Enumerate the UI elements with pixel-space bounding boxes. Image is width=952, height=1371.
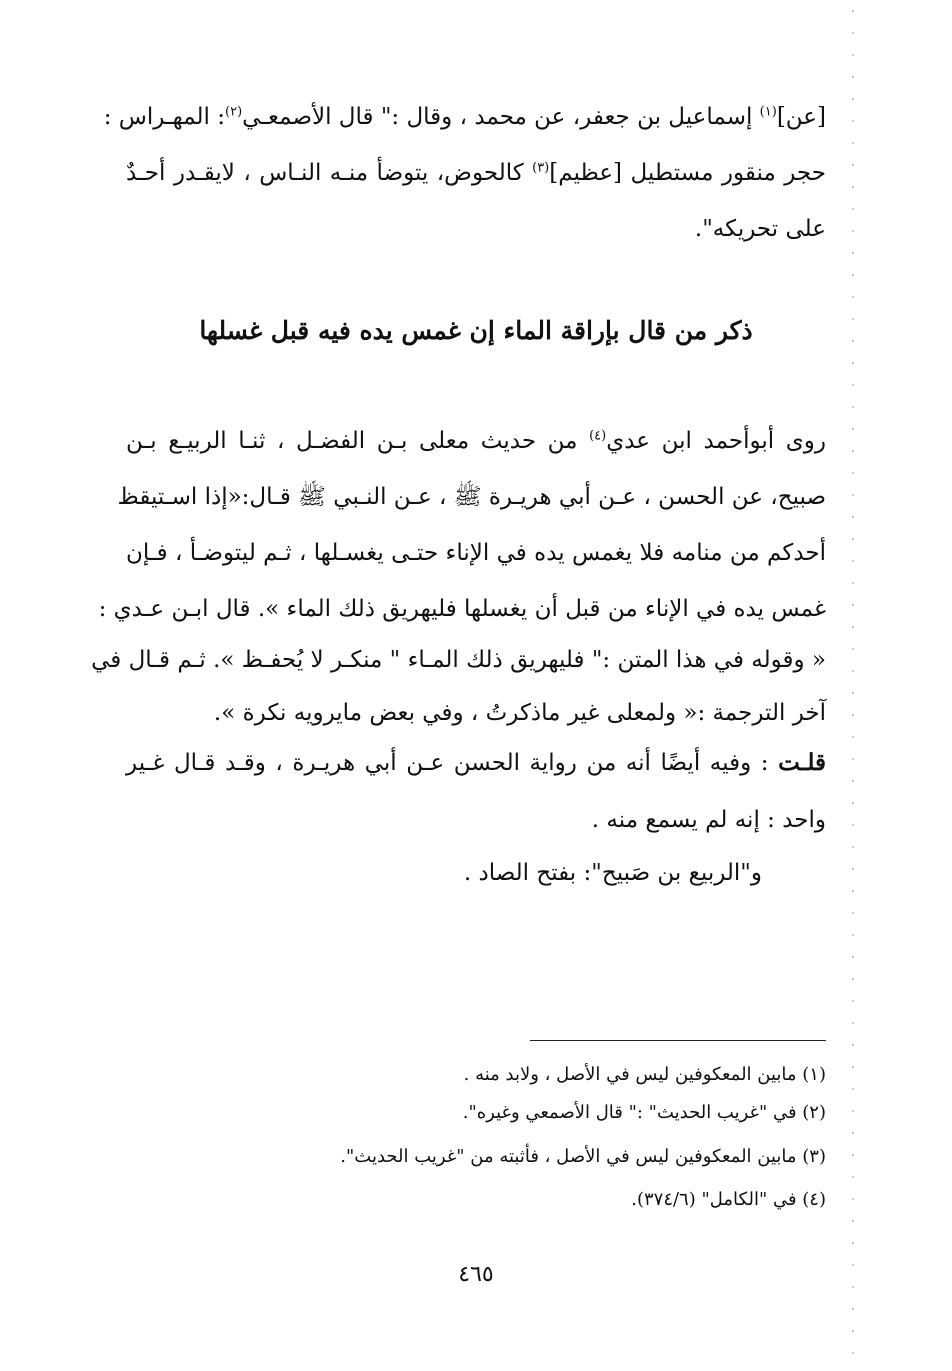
text-segment: [عن] xyxy=(776,104,826,130)
footnote-1: (١) مابين المعكوفين ليس في الأصل ، ولابد منه . xyxy=(463,1064,826,1085)
paragraph2-line2: صبيح، عن الحسن ، عـن أبي هريـرة ﷺ ، عـن النـبي ﷺ قـال:«إذا اسـتيقظ xyxy=(117,484,826,510)
paragraph2-line4: غمس يده في الإناء من قبل أن يغسلها فليهريق ذلك الماء ». قال ابـن عـدي : xyxy=(98,596,826,622)
margin-dotted-line xyxy=(852,0,854,1371)
text-segment: حجر منقور مستطيل [عظيم] xyxy=(549,160,826,186)
footnote-4: (٤) في "الكامل" (٣٧٤/٦). xyxy=(631,1189,826,1210)
paragraph2-line3: أحدكم من منامه فلا يغمس يده في الإناء حتـى يغسـلها ، ثـم ليتوضـأ ، فـإن xyxy=(126,540,826,566)
text-segment: إسماعيل بن جعفر، عن محمد ، وقال :" قال الأصمعـي xyxy=(242,104,760,130)
page-number: ٤٦٥ xyxy=(458,1262,494,1287)
footnote-ref-2[interactable]: (٢) xyxy=(225,104,243,120)
footnote-2: (٢) في "غريب الحديث" :" قال الأصمعي وغيره". xyxy=(462,1102,826,1123)
paragraph1-line3: على تحريكه". xyxy=(694,216,826,242)
section-heading: ذكر من قال بإراقة الماء إن غمس يده فيه قبل غسلها xyxy=(199,316,753,345)
bold-word-qult: قلـت xyxy=(778,749,826,776)
text-segment: من حديث معلى بـن الفضـل ، ثنـا الربيـع بـن xyxy=(126,428,590,454)
paragraph1-line2 xyxy=(126,158,826,188)
text-segment: كالحوض، يتوضأ منـه النـاس ، لايقـدر أحـدٌ xyxy=(126,160,533,186)
paragraph1-line1 xyxy=(103,102,826,132)
footnote-ref-4[interactable]: (٤) xyxy=(589,428,607,444)
footnote-3: (٣) مابين المعكوفين ليس في الأصل ، فأثبته من "غريب الحديث". xyxy=(340,1146,826,1167)
text-segment: روى أبوأحمد ابن عدي xyxy=(606,428,826,454)
paragraph2-line5: « وقوله في هذا المتن :" فليهريق ذلك المـاء " منكـر لا يُحفـظ ». ثـم قـال في xyxy=(91,647,826,673)
paragraph4-line1: و"الربيع بن صَبيح": بفتح الصاد . xyxy=(463,860,762,886)
footnote-separator xyxy=(530,1040,826,1041)
text-segment: : المهـراس : xyxy=(103,104,225,130)
footnote-ref-1[interactable]: (١) xyxy=(759,104,777,120)
footnote-ref-3[interactable]: (٣) xyxy=(532,160,550,176)
paragraph2-line1 xyxy=(126,426,826,456)
paragraph3-line2: واحد : إنه لم يسمع منه . xyxy=(591,807,826,833)
paragraph2-line6: آخر الترجمة :« ولمعلى غير ماذكرتُ ، وفي بعض مايرويه نكرة ». xyxy=(213,700,826,726)
paragraph3-line1 xyxy=(126,748,826,778)
text-segment: : وفيه أيضًا أنه من رواية الحسن عـن أبي هريـرة ، وقـد قـال غـير xyxy=(126,750,779,776)
